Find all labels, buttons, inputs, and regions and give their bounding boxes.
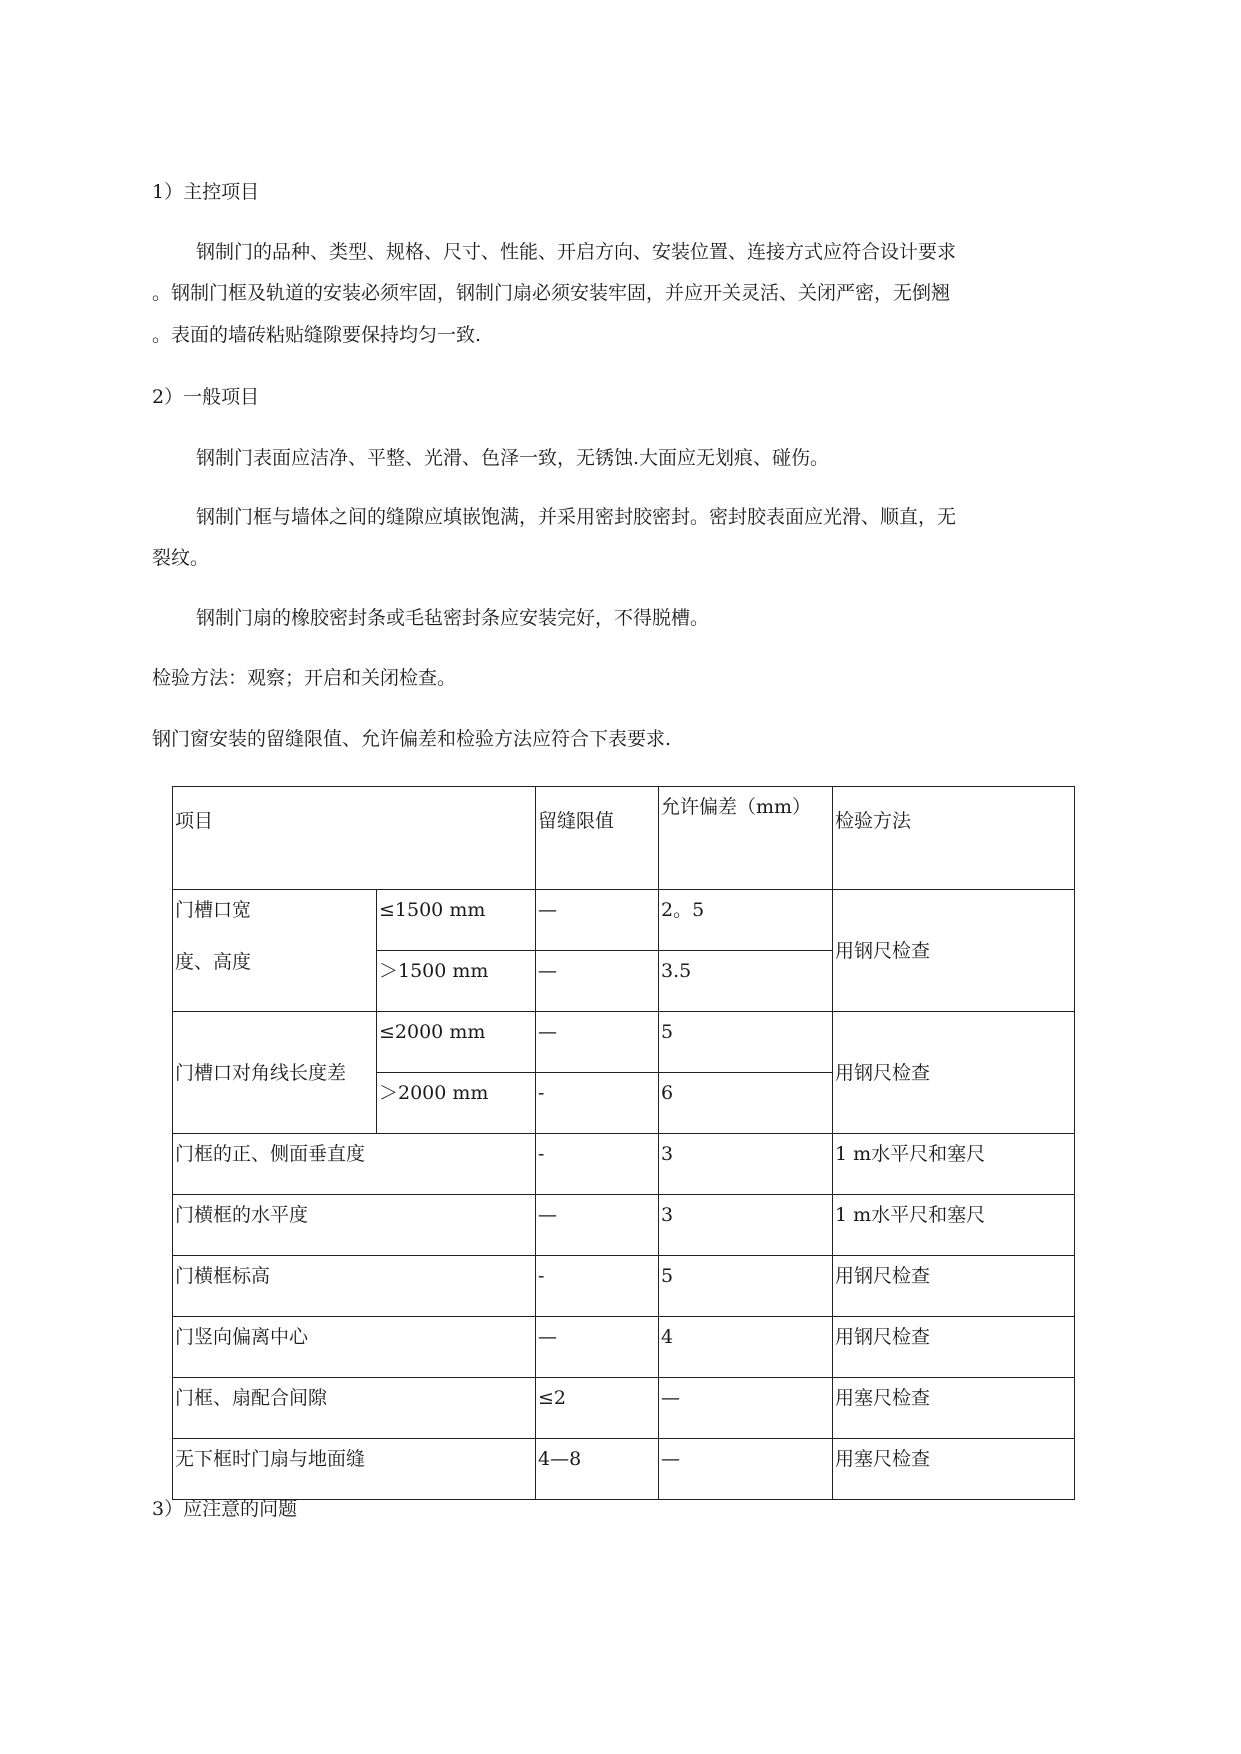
- cell-method: 用钢尺检查: [833, 1317, 1075, 1378]
- cell-method: 1 m水平尺和塞尺: [833, 1195, 1075, 1256]
- group-1-method: 用钢尺检查: [833, 890, 1075, 1012]
- group-2-method: 用钢尺检查: [833, 1012, 1075, 1134]
- group-1-label-line-2: 度、高度: [175, 951, 252, 973]
- cell-condition: ≤2000 mm: [377, 1012, 536, 1073]
- table-row: [173, 1378, 1075, 1439]
- cell-gap-limit: -: [536, 1256, 659, 1317]
- cell-gap-limit: —: [536, 1317, 659, 1378]
- header-item-label: 项目: [175, 810, 214, 832]
- cell-tolerance: 2。5: [659, 890, 833, 951]
- cell-gap-limit: -: [536, 1073, 659, 1134]
- cell-tolerance: 5: [659, 1012, 833, 1073]
- group-1-label: [173, 890, 377, 1012]
- cell-tolerance: 3: [659, 1195, 833, 1256]
- section-1-heading: 1）主控项目: [152, 181, 260, 203]
- cell-condition: ≤1500 mm: [377, 890, 536, 951]
- table-row: [173, 1012, 1075, 1073]
- table-intro: 钢门窗安装的留缝限值、允许偏差和检验方法应符合下表要求.: [152, 728, 672, 750]
- cell-condition: ＞2000 mm: [377, 1073, 536, 1134]
- cell-tolerance: 4: [659, 1317, 833, 1378]
- section-1-paragraph-line-3: 。表面的墙砖粘贴缝隙要保持均匀一致.: [152, 324, 482, 346]
- section-2-heading: 2）一般项目: [152, 386, 260, 408]
- cell-tolerance: —: [659, 1439, 833, 1500]
- section-2-item-2-line-1: 钢制门框与墙体之间的缝隙应填嵌饱满，并采用密封胶密封。密封胶表面应光滑、顺直，无: [196, 506, 957, 528]
- section-3-heading: 3）应注意的问题: [152, 1498, 298, 1520]
- table-row: [173, 1439, 1075, 1500]
- cell-method: 用塞尺检查: [833, 1439, 1075, 1500]
- cell-tolerance: 3.5: [659, 951, 833, 1012]
- tolerance-table: [172, 786, 1075, 1500]
- cell-gap-limit: 4—8: [536, 1439, 659, 1500]
- section-1-paragraph-line-1: 钢制门的品种、类型、规格、尺寸、性能、开启方向、安装位置、连接方式应符合设计要求: [196, 241, 957, 263]
- group-1-label-line-1: 门槽口宽: [175, 899, 252, 921]
- table-row: [173, 1134, 1075, 1195]
- cell-item: 无下框时门扇与地面缝: [173, 1439, 536, 1500]
- section-2-item-1: 钢制门表面应洁净、平整、光滑、色泽一致，无锈蚀.大面应无划痕、碰伤。: [196, 447, 830, 469]
- cell-gap-limit: —: [536, 890, 659, 951]
- cell-item: 门横框标高: [173, 1256, 536, 1317]
- cell-tolerance: —: [659, 1378, 833, 1439]
- table-row: [173, 1317, 1075, 1378]
- inspection-method: 检验方法：观察；开启和关闭检查。: [152, 667, 457, 689]
- group-2-label: 门槽口对角线长度差: [173, 1012, 377, 1134]
- cell-item: 门框、扇配合间隙: [173, 1378, 536, 1439]
- header-method: [833, 787, 1075, 890]
- header-item: [173, 787, 536, 890]
- table-row: [173, 1195, 1075, 1256]
- cell-gap-limit: —: [536, 1012, 659, 1073]
- cell-gap-limit: —: [536, 951, 659, 1012]
- section-1-paragraph-line-2: 。钢制门框及轨道的安装必须牢固，钢制门扇必须安装牢固，并应开关灵活、关闭严密，无倒翘: [152, 282, 951, 304]
- table-row: [173, 890, 1075, 951]
- section-2-item-2-line-2: 裂纹。: [152, 547, 210, 569]
- cell-method: 1 m水平尺和塞尺: [833, 1134, 1075, 1195]
- header-gap-limit-label: 留缝限值: [538, 810, 615, 832]
- cell-condition: ＞1500 mm: [377, 951, 536, 1012]
- cell-item: 门竖向偏离中心: [173, 1317, 536, 1378]
- cell-tolerance: 3: [659, 1134, 833, 1195]
- table-header-row: [173, 787, 1075, 890]
- section-2-item-3: 钢制门扇的橡胶密封条或毛毡密封条应安装完好，不得脱槽。: [196, 607, 710, 629]
- cell-method: 用塞尺检查: [833, 1378, 1075, 1439]
- cell-method: 用钢尺检查: [833, 1256, 1075, 1317]
- header-method-label: 检验方法: [835, 810, 912, 832]
- cell-item: 门横框的水平度: [173, 1195, 536, 1256]
- table-row: [173, 1256, 1075, 1317]
- cell-tolerance: 6: [659, 1073, 833, 1134]
- cell-gap-limit: ≤2: [536, 1378, 659, 1439]
- cell-item: 门框的正、侧面垂直度: [173, 1134, 536, 1195]
- cell-gap-limit: -: [536, 1134, 659, 1195]
- header-gap-limit: [536, 787, 659, 890]
- cell-tolerance: 5: [659, 1256, 833, 1317]
- cell-gap-limit: —: [536, 1195, 659, 1256]
- header-tolerance: 允许偏差（mm）: [659, 787, 833, 890]
